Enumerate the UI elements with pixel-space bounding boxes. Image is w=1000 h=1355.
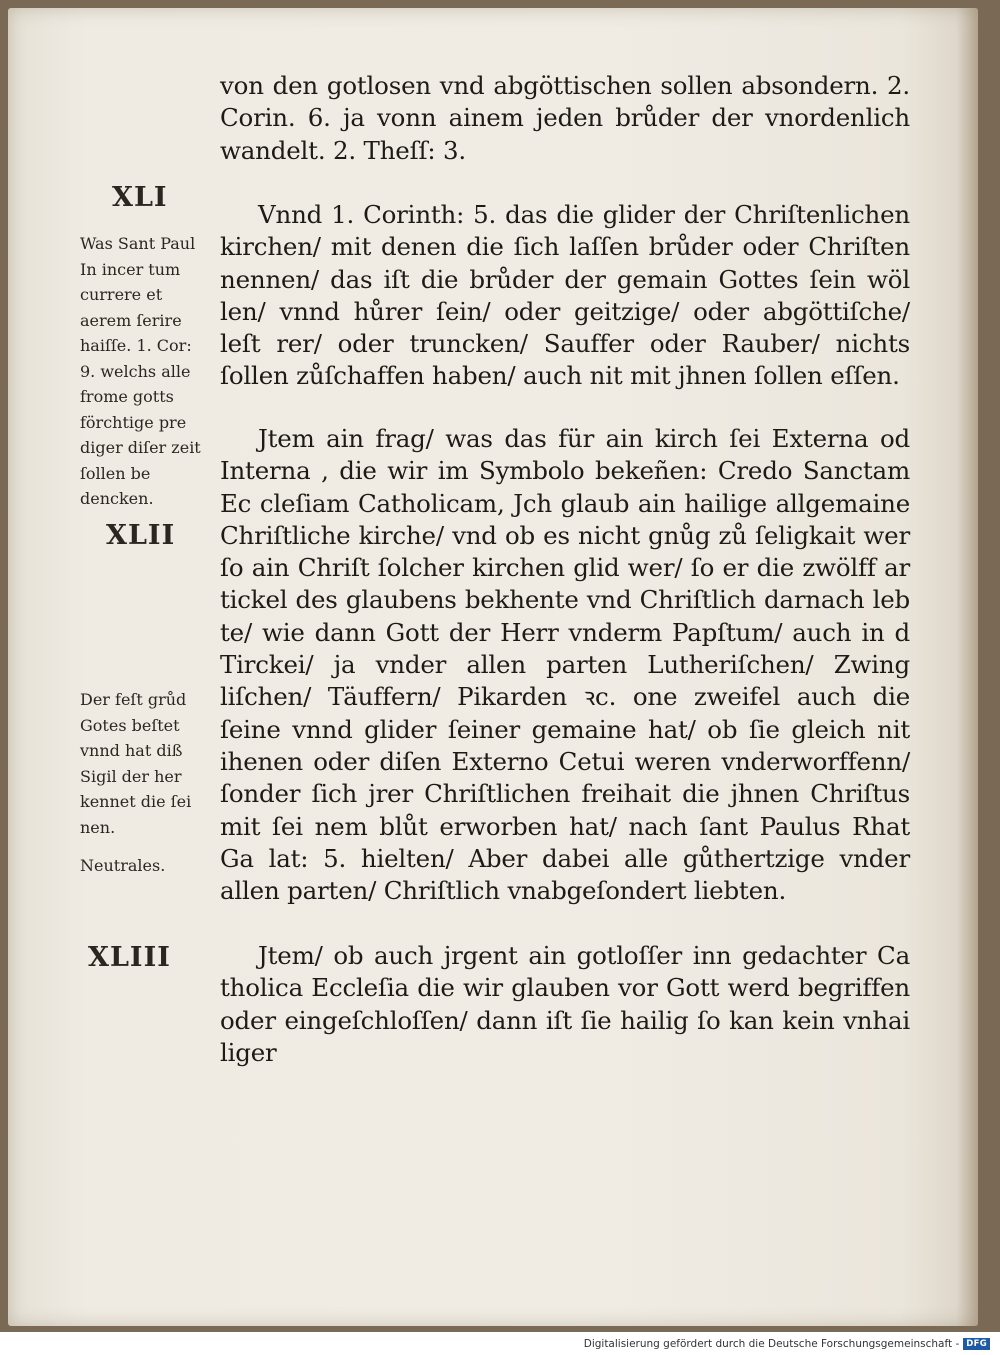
- margin-note-sant-paul: Was Sant Paul In incer tum currere et aerem ſerire haiſſe. 1. Cor: 9. welchs alle frome gotts förchtige pre diger diſer zeit ſollen be dencken.: [80, 234, 201, 508]
- paragraph-corinth: [220, 199, 910, 393]
- paragraph-corinth-text: Vnnd 1. Corinth: 5. das die glider der Chriſtenlichen kirchen/ mit denen die ſich laſſen brůder oder Chriſten nennen/ das iſt die brůder der gemain Gottes ſein wöl len/ vnnd hůrer ſein/ oder geitzige/ oder abgöttiſche/ leſt rer/ oder truncken/ Sauffer oder Rauber/ nichts ſollen zůſchaffen haben/ auch nit mit jhnen ſollen eſſen.: [220, 200, 910, 391]
- paragraph-godless-text: Jtem/ ob auch jrgent ain gotloſſer inn gedachter Ca tholica Eccleſia die wir glauben vor Gott werd begriffen oder eingeſchloſſen/ dann iſt ſie hailig ſo kan kein vnhai liger: [220, 941, 910, 1067]
- paragraph-question-church: [220, 423, 910, 907]
- margin-note-neutrales: Neutrales.: [80, 856, 166, 875]
- margin-heading-xlii: XLII: [106, 520, 176, 551]
- margin-heading-xli: XLI: [112, 182, 168, 213]
- paragraph-question-church-text: Jtem ain frag/ was das für ain kirch ſei Externa od Interna , die wir im Symbolo bekeñen: Credo Sanctam Ec cleſiam Catholicam, Jch glaub ain hailige allgemaine Chriſtliche kirche/ vnd ob es nicht gnůg zů ſeligkait wer ſo ain Chriſt ſolcher kirchen glid wer/ ſo er die zwölff ar tickel des glaubens bekhente vnd Chriſtlich darnach leb te/ wie dann Gott der Herr vnderm Papſtum/ auch in d Tirckei/ ja vnder allen parten Lutheriſchen/ Zwing liſchen/ Täuffern/ Pikarden ꝛc. one zweifel auch die ſeine vnnd glider ſeiner gemaine hat/ ob ſie gleich nit ihenen oder diſen Externo Cetui weren vnderworffenn/ ſonder ſich jrer Chriſtlichen freihait die jhnen Chriſtus mit ſei nem blůt erworben hat/ nach ſant Paulus Rhat Ga lat: 5. hielten/ Aber dabei alle gůthertzige vnder allen parten/ Chriſtlich vnabgeſondert liebten.: [220, 424, 910, 906]
- dfg-logo: DFG: [963, 1338, 990, 1350]
- credit-text: Digitalisierung gefördert durch die Deutsche Forschungsgemeinschaft -: [583, 1338, 960, 1350]
- paragraph-continuation: von den gotlosen vnd abgöttischen sollen absondern. 2. Corin. 6. ja vonn ainem jeden brůder der vnordenlich wandelt. 2. Theſſ: 3.: [220, 71, 910, 165]
- page-edge-shadow: [956, 8, 978, 1326]
- margin-heading-xliii: XLIII: [88, 942, 171, 973]
- margin-note-grund-gotes: Der feſt grůd Gotes beſtet vnnd hat diß Sigil der her kennet die ſei nen.: [80, 690, 192, 837]
- digitization-credit: [584, 1335, 990, 1353]
- paragraph-godless: [220, 940, 910, 1069]
